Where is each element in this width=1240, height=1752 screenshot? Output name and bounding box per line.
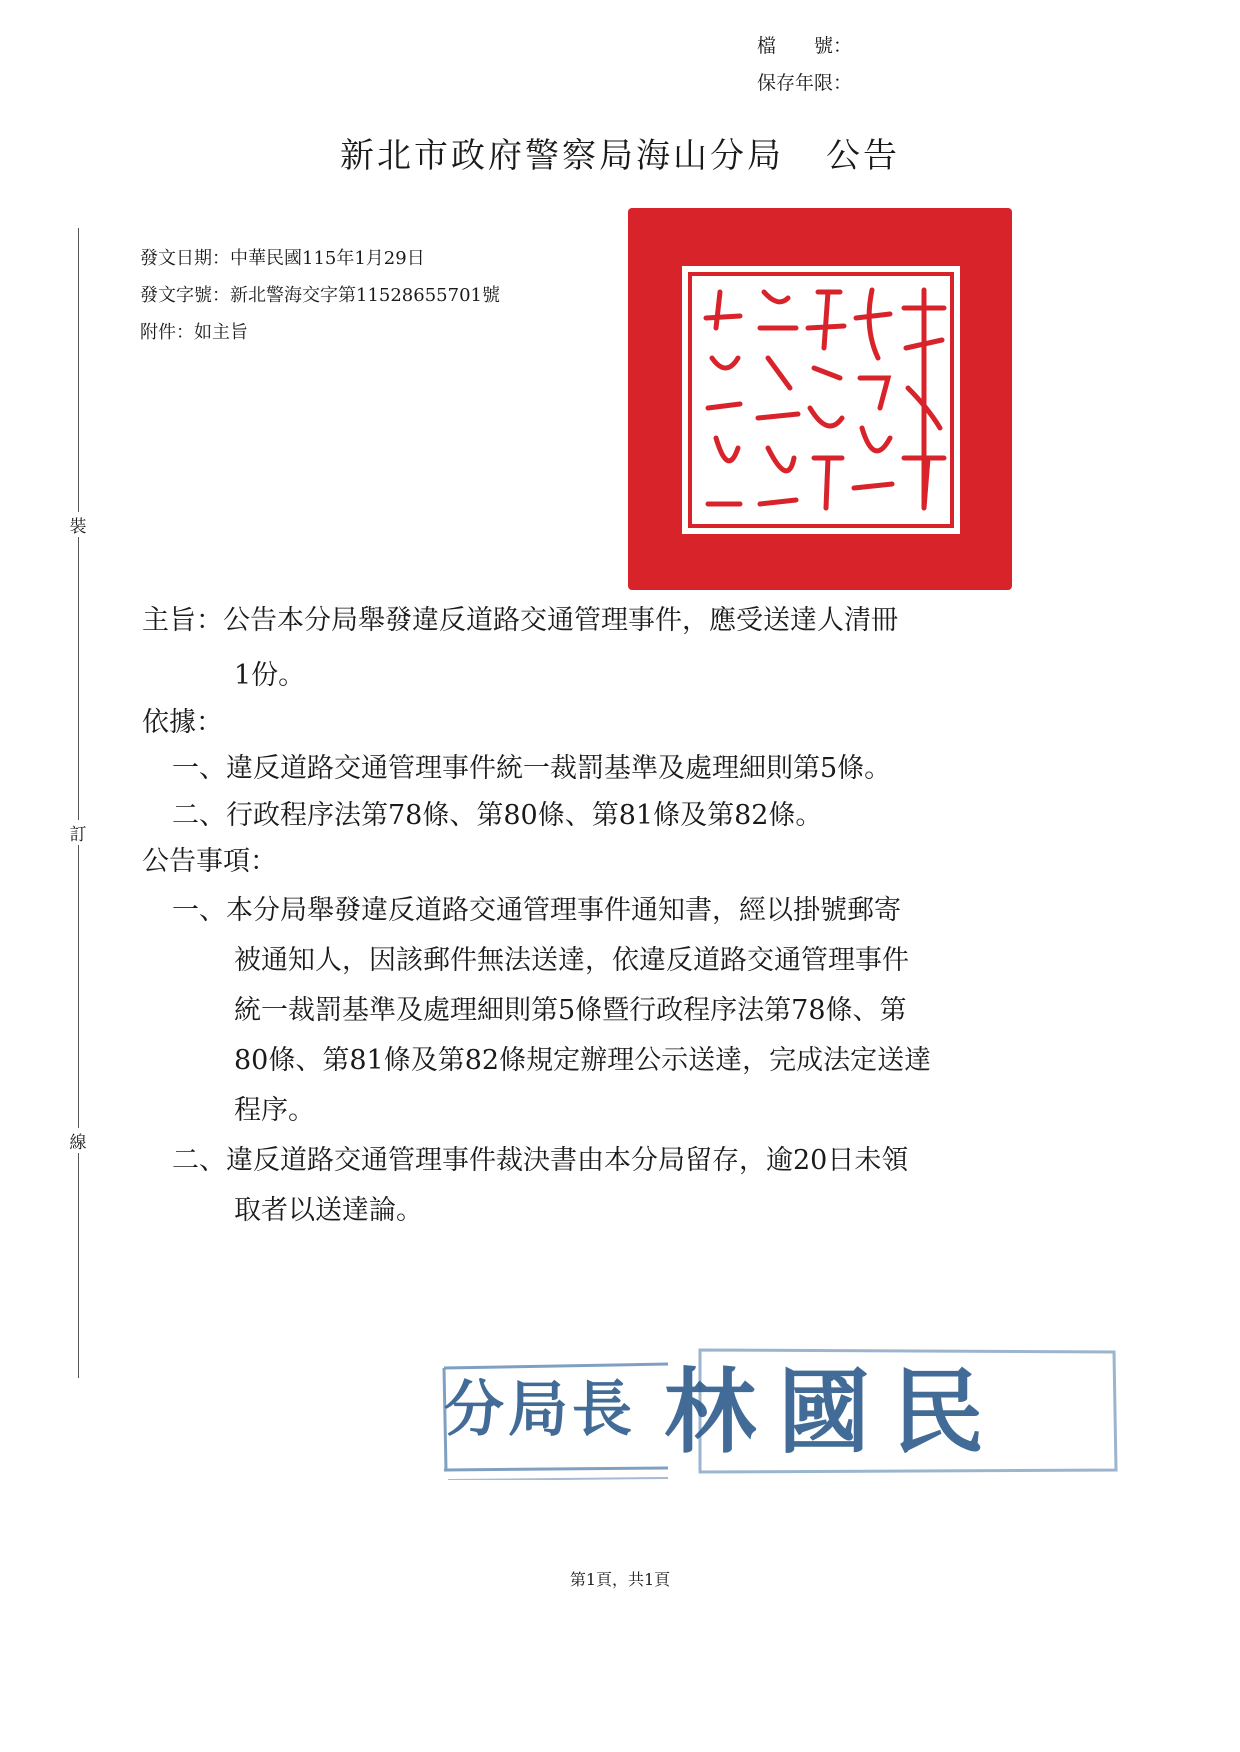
page-title	[0, 128, 1240, 177]
retention-period-label: 保存年限：	[757, 72, 853, 94]
binding-mark-zhuang: 裝	[66, 512, 90, 537]
issue-date: 發文日期：中華民國115年1月29日	[140, 248, 425, 269]
file-meta	[757, 28, 852, 102]
notice-item-1-line-5: 程序。	[234, 1095, 315, 1126]
official-seal	[628, 208, 1012, 590]
notice-item-1-line-3: 統一裁罰基準及處理細則第5條暨行政程序法第78條、第	[234, 995, 907, 1026]
document-type: 公告	[826, 136, 900, 176]
basis-heading: 依據：	[142, 707, 223, 738]
basis-item-2: 二、行政程序法第78條、第80條、第81條及第82條。	[172, 800, 823, 831]
basis-item-1: 一、違反道路交通管理事件統一裁罰基準及處理細則第5條。	[172, 753, 892, 784]
director-signature-stamp	[438, 1330, 1118, 1480]
attachment: 附件：如主旨	[140, 322, 248, 343]
notice-item-2-line-2: 取者以送達論。	[234, 1195, 423, 1226]
notice-heading: 公告事項：	[142, 846, 277, 877]
notice-item-2-line-1: 二、違反道路交通管理事件裁決書由本分局留存，逾20日未領	[172, 1145, 909, 1176]
agency-name: 新北市政府警察局海山分局	[340, 136, 784, 176]
issue-number: 發文字號：新北警海交字第11528655701號	[140, 285, 500, 306]
binding-line	[78, 228, 79, 1378]
file-number-label: 檔 號：	[757, 35, 853, 57]
notice-item-1-line-2: 被通知人，因該郵件無法送達，依違反道路交通管理事件	[234, 945, 909, 976]
issue-info	[140, 240, 500, 351]
signature-name: 林國民	[664, 1358, 1007, 1466]
page-number: 第1頁，共1頁	[569, 1570, 671, 1589]
notice-item-1-line-4: 80條、第81條及第82條規定辦理公示送達，完成法定送達	[234, 1045, 932, 1076]
notice-item-1-line-1: 一、本分局舉發違反道路交通管理事件通知書，經以掛號郵寄	[172, 895, 901, 926]
binding-mark-xian: 線	[66, 1128, 90, 1153]
subject-line-1: 主旨：公告本分局舉發違反道路交通管理事件，應受送達人清冊	[142, 605, 898, 636]
signature-title: 分局長	[444, 1375, 636, 1445]
binding-mark-ding: 訂	[66, 820, 90, 845]
official-seal-image	[628, 208, 1012, 590]
subject-line-2: 1份。	[234, 660, 306, 691]
